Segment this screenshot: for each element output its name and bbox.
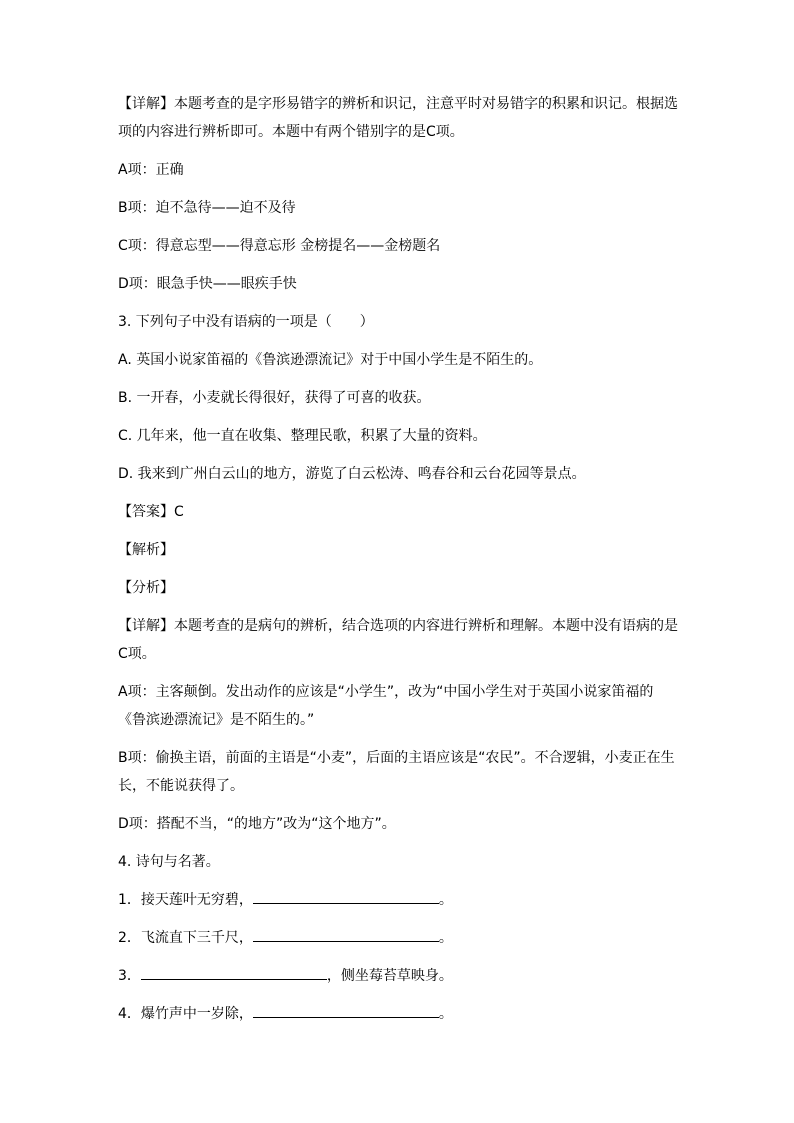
fill-blank-item bbox=[118, 1000, 678, 1028]
fill-blank-item bbox=[118, 886, 678, 914]
question-title: 3. 下列句子中没有语病的一项是（ ） bbox=[118, 314, 374, 330]
document-page bbox=[118, 90, 678, 1038]
option: A. 英国小说家笛福的《鲁滨逊漂流记》对于中国小学生是不陌生的。 bbox=[118, 352, 543, 368]
fill-blank-item bbox=[118, 962, 678, 990]
paragraph: C项：得意忘型——得意忘形 金榜提名——金榜题名 bbox=[118, 238, 441, 254]
paragraph: D项：搭配不当，“的地方”改为“这个地方”。 bbox=[118, 816, 396, 832]
paragraph: B项：偷换主语，前面的主语是“小麦”，后面的主语应该是“农民”。不合逻辑，小麦正在生长，不能说获得了。 bbox=[118, 750, 675, 794]
blank-line bbox=[141, 963, 327, 980]
answer: 【答案】C bbox=[118, 504, 184, 520]
blank-line bbox=[253, 925, 439, 942]
paragraph: D项：眼急手快——眼疾手快 bbox=[118, 276, 297, 292]
paragraph: 【详解】本题考查的是字形易错字的辨析和识记，注意平时对易错字的积累和识记。根据选项的内容进行辨析即可。本题中有两个错别字的是C项。 bbox=[118, 96, 678, 140]
blank-line bbox=[253, 887, 439, 904]
fill-blank-item bbox=[118, 924, 678, 952]
paragraph: B项：迫不急待——迫不及待 bbox=[118, 200, 296, 216]
question-title: 4. 诗句与名著。 bbox=[118, 854, 220, 870]
fill-text: 3． bbox=[118, 968, 141, 984]
paragraph: A项：正确 bbox=[118, 162, 184, 178]
analysis-heading: 【解析】 bbox=[118, 542, 174, 558]
paragraph: A项：主客颠倒。发出动作的应该是“小学生”，改为“中国小学生对于英国小说家笛福的《鲁滨逊漂流记》是不陌生的。” bbox=[118, 684, 654, 728]
fill-text: 。 bbox=[438, 1006, 453, 1022]
blank-line bbox=[253, 1001, 439, 1018]
fill-text: 。 bbox=[438, 930, 453, 946]
option: C. 几年来，他一直在收集、整理民歌，积累了大量的资料。 bbox=[118, 428, 487, 444]
fill-text: 1．接天莲叶无穷碧， bbox=[118, 892, 253, 908]
fill-text: 4．爆竹声中一岁除， bbox=[118, 1006, 253, 1022]
paragraph: 【详解】本题考查的是病句的辨析，结合选项的内容进行辨析和理解。本题中没有语病的是C项。 bbox=[118, 618, 678, 662]
option: D. 我来到广州白云山的地方，游览了白云松涛、鸣春谷和云台花园等景点。 bbox=[118, 466, 586, 482]
fill-text: 2．飞流直下三千尺， bbox=[118, 930, 253, 946]
fill-text: ，侧坐莓苔草映身。 bbox=[326, 968, 453, 984]
analysis-heading: 【分析】 bbox=[118, 580, 174, 596]
option: B. 一开春，小麦就长得很好，获得了可喜的收获。 bbox=[118, 390, 431, 406]
fill-text: 。 bbox=[438, 892, 453, 908]
